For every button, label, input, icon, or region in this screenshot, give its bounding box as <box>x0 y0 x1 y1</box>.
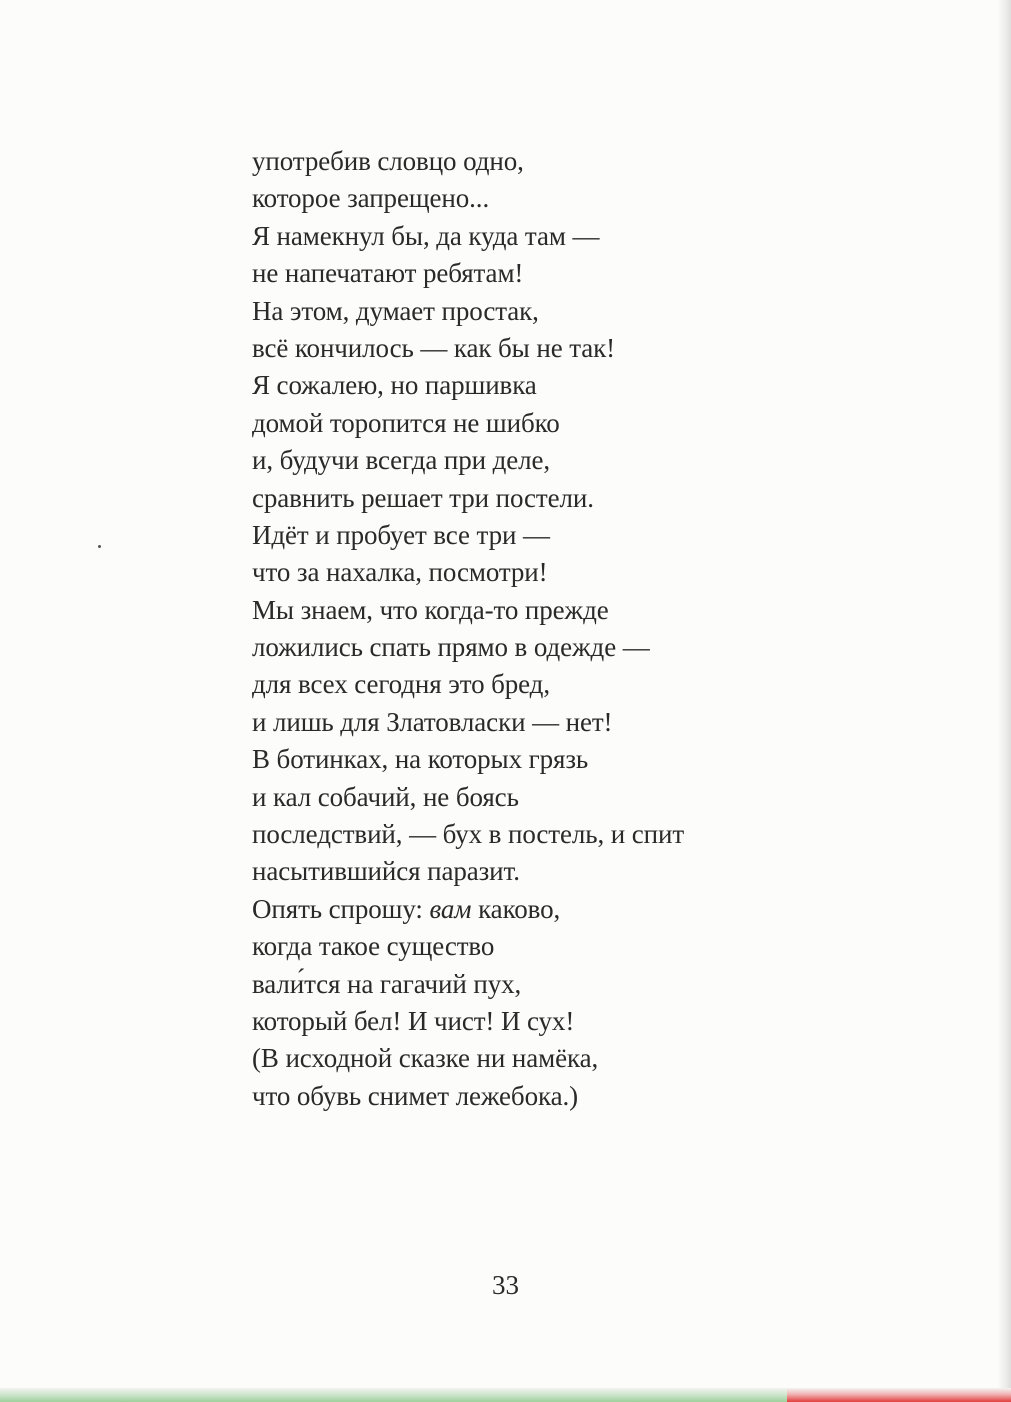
poem-line-part: каково, <box>471 893 561 924</box>
poem-line: и кал собачий, не боясь <box>252 781 519 812</box>
poem-line: употребив словцо одно, <box>252 146 524 176</box>
poem-text <box>252 143 772 1115</box>
poem-line-emphasis: вам <box>429 893 472 924</box>
poem-line <box>252 891 772 928</box>
poem-line: который бел! И чист! И сух! <box>252 1005 575 1036</box>
poem-line: На этом, думает простак, <box>252 295 539 326</box>
poem-line: насытившийся паразит. <box>252 856 520 887</box>
band-red <box>787 1388 1011 1402</box>
poem-line: Я намекнул бы, да куда там — <box>252 220 600 251</box>
poem-line: Я сожалею, но паршивка <box>252 370 537 401</box>
poem-line: последствий, — бух в постель, и спит <box>252 819 685 850</box>
poem-line: В ботинках, на которых грязь <box>252 744 589 775</box>
poem-line: и лишь для Златовласки — нет! <box>252 706 613 737</box>
band-green <box>0 1388 787 1402</box>
poem-line-part: Опять спрошу: <box>252 893 430 924</box>
poem-line: сравнить решает три постели. <box>252 482 594 513</box>
poem-line: что за нахалка, посмотри! <box>252 557 548 588</box>
poem-line: которое запрещено... <box>252 183 490 214</box>
poem-line: ложились спать прямо в одежде — <box>252 632 650 663</box>
poem-line: вали́тся на гагачий пух, <box>252 968 522 999</box>
poem-line: домой торопится не шибко <box>252 407 560 438</box>
page-number: 33 <box>492 1270 519 1300</box>
poem-line: Мы знаем, что когда-то прежде <box>252 594 609 625</box>
poem-line: что обувь снимет лежебока.) <box>252 1080 579 1111</box>
poem-line: (В исходной сказке ни намёка, <box>252 1043 599 1074</box>
page-edge-shadow <box>997 0 1011 1388</box>
stray-mark <box>98 545 101 548</box>
poem-line: Идёт и пробует все три — <box>252 519 550 550</box>
poem-line: не напечатают ребятам! <box>252 258 524 289</box>
poem-line: всё кончилось — как бы не так! <box>252 332 616 363</box>
poem-line: и, будучи всегда при деле, <box>252 445 551 476</box>
bottom-color-band <box>0 1388 1011 1402</box>
poem-line: когда такое существо <box>252 931 495 962</box>
poem-line: для всех сегодня это бред, <box>252 669 550 700</box>
